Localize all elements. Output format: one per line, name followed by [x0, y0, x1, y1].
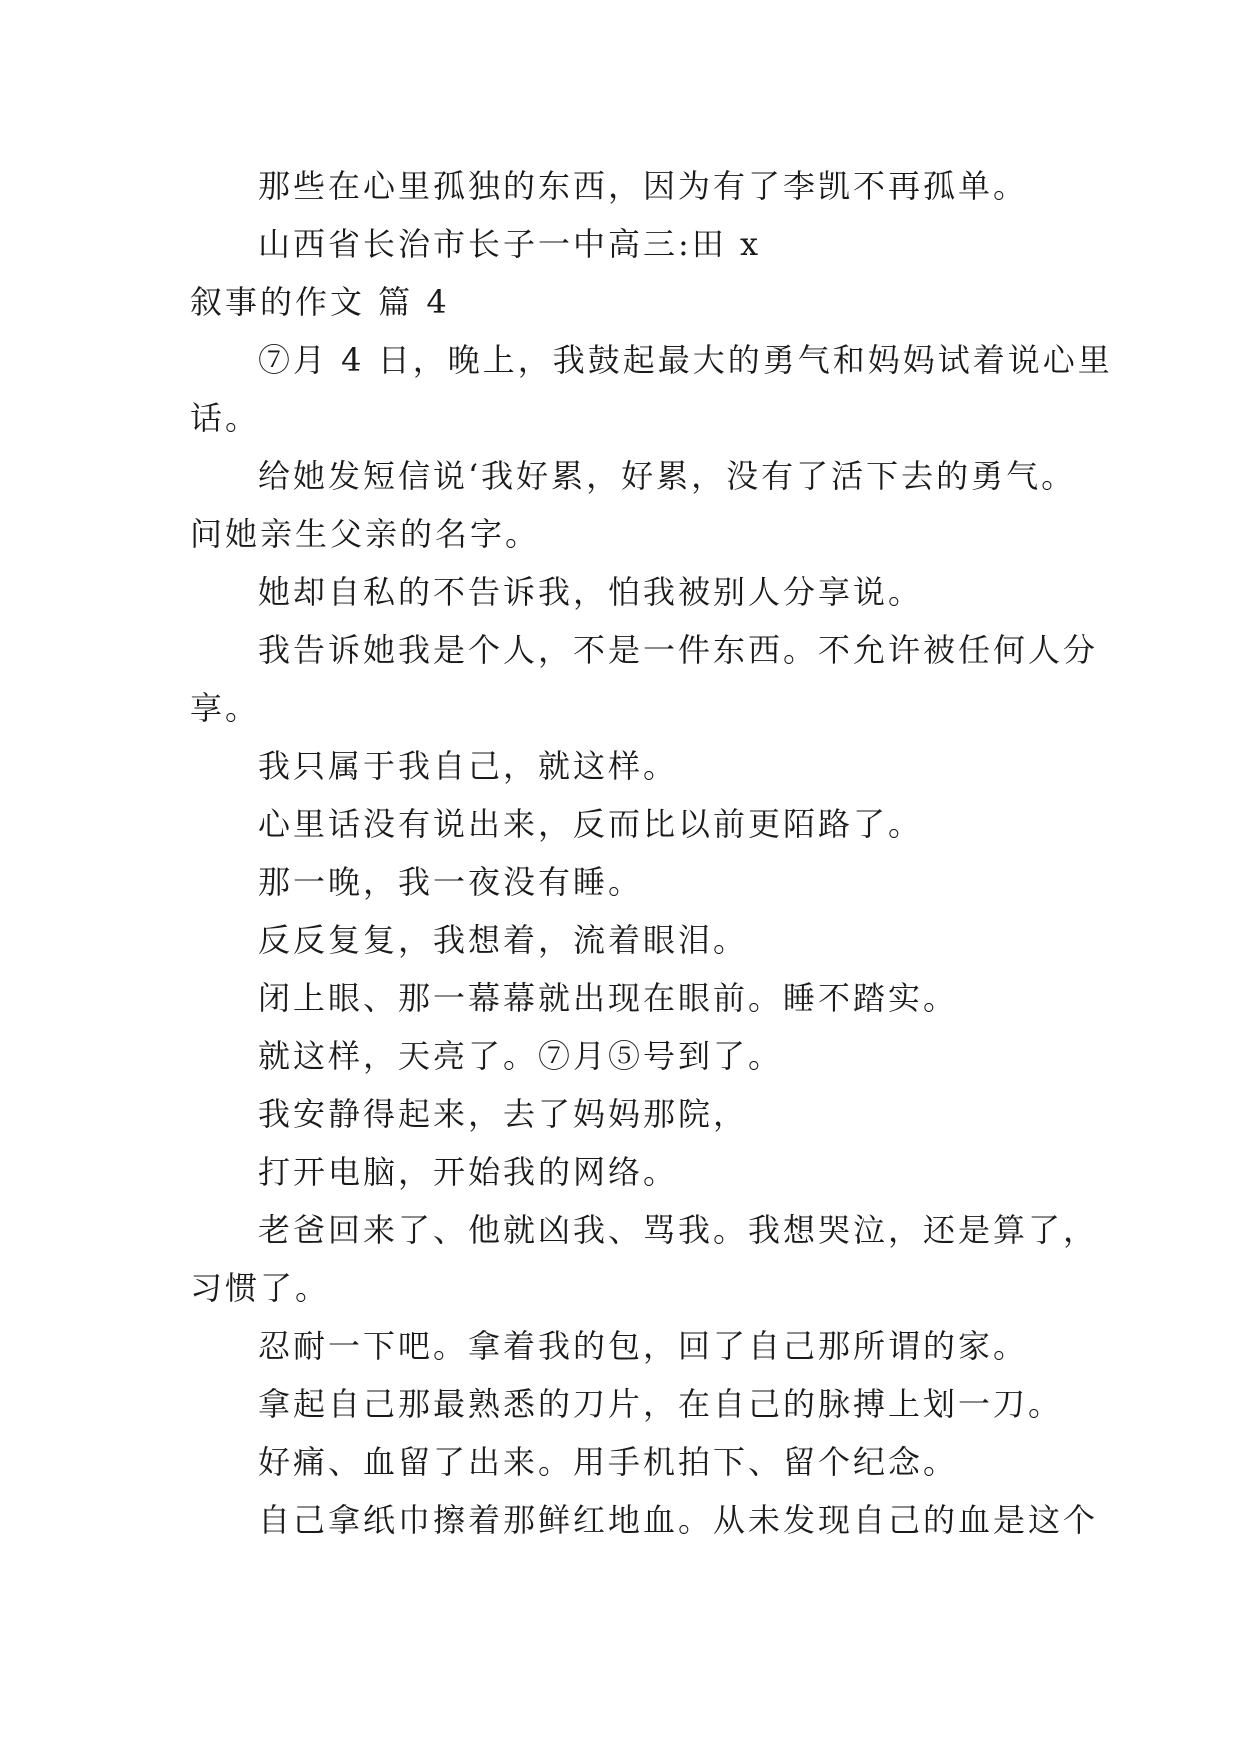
- paragraph-line: 那些在心里孤独的东西，因为有了李凯不再孤单。: [258, 167, 1029, 205]
- paragraph-line: 我告诉她我是个人，不是一件东西。不允许被任何人分: [258, 631, 1099, 669]
- paragraph-line: 享。: [190, 689, 261, 727]
- paragraph-line: 反反复复，我想着，流着眼泪。: [258, 921, 749, 959]
- paragraph-line: 那一晚，我一夜没有睡。: [258, 863, 644, 901]
- paragraph-line: 老爸回来了、他就凶我、骂我。我想哭泣，还是算了，: [258, 1211, 1099, 1249]
- paragraph-line: 打开电脑，开始我的网络。: [258, 1153, 679, 1191]
- paragraph-line: 好痛、血留了出来。用手机拍下、留个纪念。: [258, 1443, 959, 1481]
- section-heading: 叙事的作文 篇 4: [190, 283, 450, 321]
- paragraph-line: ⑦月 4 日，晚上，我鼓起最大的勇气和妈妈试着说心里: [258, 341, 1113, 379]
- paragraph-line: 我安静得起来，去了妈妈那院，: [258, 1095, 749, 1133]
- paragraph-line: 自己拿纸巾擦着那鲜红地血。从未发现自己的血是这个: [258, 1501, 1099, 1539]
- paragraph-line: 问她亲生父亲的名字。: [190, 515, 541, 553]
- author-line: 山西省长治市长子一中高三:田 x: [258, 225, 762, 263]
- paragraph-line: 话。: [190, 399, 261, 437]
- paragraph-line: 我只属于我自己，就这样。: [258, 747, 679, 785]
- paragraph-line: 心里话没有说出来，反而比以前更陌路了。: [258, 805, 924, 843]
- paragraph-line: 习惯了。: [190, 1269, 331, 1307]
- paragraph-line: 她却自私的不告诉我，怕我被别人分享说。: [258, 573, 924, 611]
- paragraph-line: 拿起自己那最熟悉的刀片，在自己的脉搏上划一刀。: [258, 1385, 1064, 1423]
- paragraph-line: 忍耐一下吧。拿着我的包，回了自己那所谓的家。: [258, 1327, 1029, 1365]
- paragraph-line: 给她发短信说‘我好累，好累，没有了活下去的勇气。: [258, 457, 1077, 495]
- paragraph-line: 闭上眼、那一幕幕就出现在眼前。睡不踏实。: [258, 979, 959, 1017]
- paragraph-line: 就这样，天亮了。⑦月⑤号到了。: [258, 1037, 784, 1075]
